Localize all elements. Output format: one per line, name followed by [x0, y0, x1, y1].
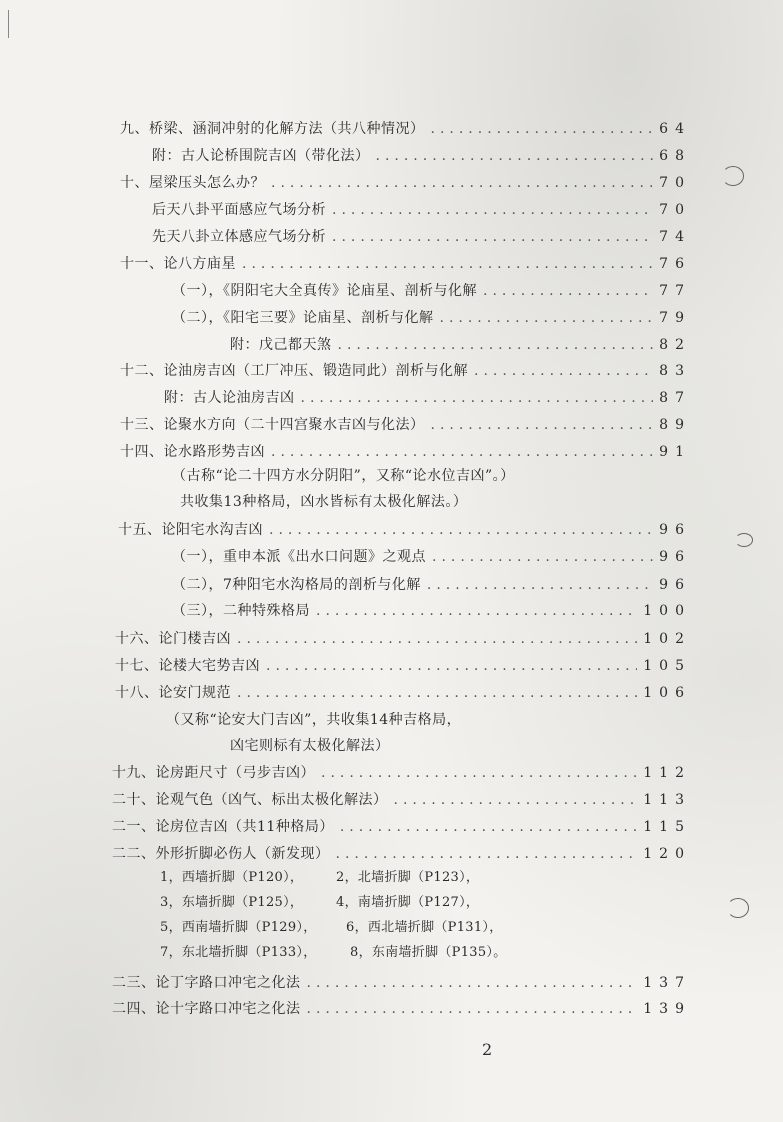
toc-entry[interactable] — [230, 336, 691, 354]
toc-title: 附：戊己都天煞 — [230, 337, 332, 353]
toc-leader — [340, 818, 637, 836]
toc-entry[interactable] — [172, 602, 691, 620]
toc-leader — [301, 389, 654, 407]
toc-leader — [316, 602, 637, 620]
page-number: 2 — [482, 1040, 493, 1059]
toc-page: 70 — [659, 175, 691, 191]
toc-leader — [332, 201, 653, 219]
subsection-item: 7，东北墙折脚（P133）， — [160, 945, 317, 960]
toc-page: 115 — [643, 819, 691, 835]
toc-leader — [271, 174, 653, 192]
subsection-item: 3，东墙折脚（P125）， — [160, 895, 304, 910]
toc-page: 96 — [659, 522, 691, 538]
toc-title: 十九、论房距尺寸（弓步吉凶） — [112, 765, 315, 781]
toc-entry[interactable] — [172, 309, 691, 327]
toc-title: 十五、论阳宅水沟吉凶 — [118, 522, 263, 538]
toc-leader — [307, 1000, 638, 1018]
toc-page: 82 — [659, 337, 691, 353]
toc-entry[interactable] — [112, 764, 691, 782]
toc-entry[interactable] — [112, 974, 691, 992]
toc-entry[interactable] — [112, 818, 691, 836]
toc-leader — [376, 147, 654, 165]
toc-page: 70 — [659, 202, 691, 218]
toc-page: 77 — [659, 283, 691, 299]
toc-leader — [338, 336, 654, 354]
toc-leader — [427, 576, 653, 594]
toc-entry[interactable] — [152, 201, 691, 219]
toc-note: （古称“论二十四方水分阴阳”，又称“论水位吉凶”。） — [172, 468, 515, 484]
toc-entry[interactable] — [120, 362, 691, 380]
toc-leader — [431, 416, 654, 434]
toc-title: （一），重申本派《出水口问题》之观点 — [172, 549, 426, 565]
toc-entry[interactable] — [172, 576, 691, 594]
subsection-item: 2，北墙折脚（P123）， — [336, 870, 480, 885]
toc-title: 十四、论水路形势吉凶 — [120, 444, 265, 460]
toc-title: 附：古人论油房吉凶 — [164, 390, 295, 406]
toc-entry[interactable] — [112, 845, 691, 863]
toc-title: 二四、论十字路口冲宅之化法 — [112, 1001, 301, 1017]
toc-leader — [431, 120, 654, 138]
toc-page: 87 — [659, 390, 691, 406]
toc-leader — [332, 228, 653, 246]
toc-page: 68 — [659, 148, 691, 164]
toc-leader — [440, 309, 654, 327]
subsection-item: 6，西北墙折脚（P131）， — [346, 920, 503, 935]
toc-title: （二），7种阳宅水沟格局的剖析与化解 — [172, 577, 421, 593]
toc-entry[interactable] — [152, 147, 691, 165]
toc-page: 120 — [643, 846, 691, 862]
subsection-item: 8，东南墙折脚（P135）。 — [350, 945, 507, 960]
toc-leader — [242, 255, 653, 273]
toc-entry[interactable] — [120, 120, 691, 138]
toc-page: 76 — [659, 256, 691, 272]
toc-title: 十八、论安门规范 — [115, 685, 231, 701]
toc-leader — [237, 630, 637, 648]
toc-leader — [432, 548, 653, 566]
subsection-item: 5，西南墙折脚（P129）， — [160, 920, 317, 935]
toc-page: 83 — [659, 363, 691, 379]
toc-note: （又称“论安大门吉凶”，共收集14种吉格局， — [166, 712, 462, 728]
toc-entry[interactable] — [172, 548, 691, 566]
toc-page: 79 — [659, 310, 691, 326]
toc-page: 89 — [659, 417, 691, 433]
toc-title: （三），二种特殊格局 — [172, 603, 310, 619]
toc-page: 112 — [643, 765, 691, 781]
toc-note: 凶宅则标有太极化解法） — [230, 738, 390, 754]
toc-entry[interactable] — [115, 657, 691, 675]
toc-title: 后天八卦平面感应气场分析 — [152, 202, 326, 218]
toc-page: 96 — [659, 549, 691, 565]
toc-entry[interactable] — [152, 228, 691, 246]
toc-title: 十六、论门楼吉凶 — [115, 631, 231, 647]
subsection-item: 1，西墙折脚（P120）， — [160, 870, 304, 885]
toc-title: 先天八卦立体感应气场分析 — [152, 229, 326, 245]
toc-title: 附：古人论桥围院吉凶（带化法） — [152, 148, 370, 164]
toc-page: 102 — [643, 631, 691, 647]
toc-leader — [269, 521, 653, 539]
toc-leader — [307, 974, 638, 992]
toc-page: 100 — [643, 603, 691, 619]
toc-entry[interactable] — [120, 255, 691, 273]
toc-entry[interactable] — [115, 684, 691, 702]
toc-leader — [321, 764, 637, 782]
subsection-item: 4，南墙折脚（P127）， — [336, 895, 480, 910]
toc-title: 二三、论丁字路口冲宅之化法 — [112, 975, 301, 991]
toc-title: 十三、论聚水方向（二十四宫聚水吉凶与化法） — [120, 417, 425, 433]
toc-entry[interactable] — [120, 174, 691, 192]
toc-leader — [483, 282, 653, 300]
toc-title: 二一、论房位吉凶（共11种格局） — [112, 819, 334, 835]
toc-title: 二二、外形折脚必伤人（新发现） — [112, 846, 330, 862]
toc-page: 64 — [659, 121, 691, 137]
toc-page: 139 — [643, 1001, 691, 1017]
toc-page: 96 — [659, 577, 691, 593]
toc-page: 113 — [643, 792, 691, 808]
toc-title: （二），《阳宅三要》论庙星、剖析与化解 — [172, 310, 434, 326]
toc-title: 十二、论油房吉凶（工厂冲压、锻造同此）剖析与化解 — [120, 363, 468, 379]
toc-page: 105 — [643, 658, 691, 674]
toc-page: 106 — [643, 685, 691, 701]
toc-entry[interactable] — [112, 1000, 691, 1018]
toc-page: 91 — [659, 444, 691, 460]
toc-entry[interactable] — [172, 282, 691, 300]
toc-title: 二十、论观气色（凶气、标出太极化解法） — [112, 792, 388, 808]
toc-leader — [474, 362, 653, 380]
toc-leader — [237, 684, 637, 702]
toc-page: 74 — [659, 229, 691, 245]
toc-leader — [394, 791, 638, 809]
toc-leader — [336, 845, 638, 863]
toc-title: 十、屋梁压头怎么办？ — [120, 175, 265, 191]
toc-title: 十一、论八方庙星 — [120, 256, 236, 272]
toc-leader — [271, 443, 653, 461]
toc-entry[interactable] — [164, 389, 691, 407]
toc-entry[interactable] — [115, 630, 691, 648]
toc-note: 共收集13种格局，凶水皆标有太极化解法。） — [180, 494, 468, 510]
toc-entry[interactable] — [120, 416, 691, 434]
toc-leader — [266, 657, 637, 675]
toc-entry[interactable] — [120, 443, 691, 461]
toc-title: 九、桥梁、涵洞冲射的化解方法（共八种情况） — [120, 121, 425, 137]
toc-title: （一），《阴阳宅大全真传》论庙星、剖析与化解 — [172, 283, 477, 299]
toc-entry[interactable] — [118, 521, 691, 539]
toc-page: 137 — [643, 975, 691, 991]
toc-entry[interactable] — [112, 791, 691, 809]
toc-title: 十七、论楼大宅势吉凶 — [115, 658, 260, 674]
